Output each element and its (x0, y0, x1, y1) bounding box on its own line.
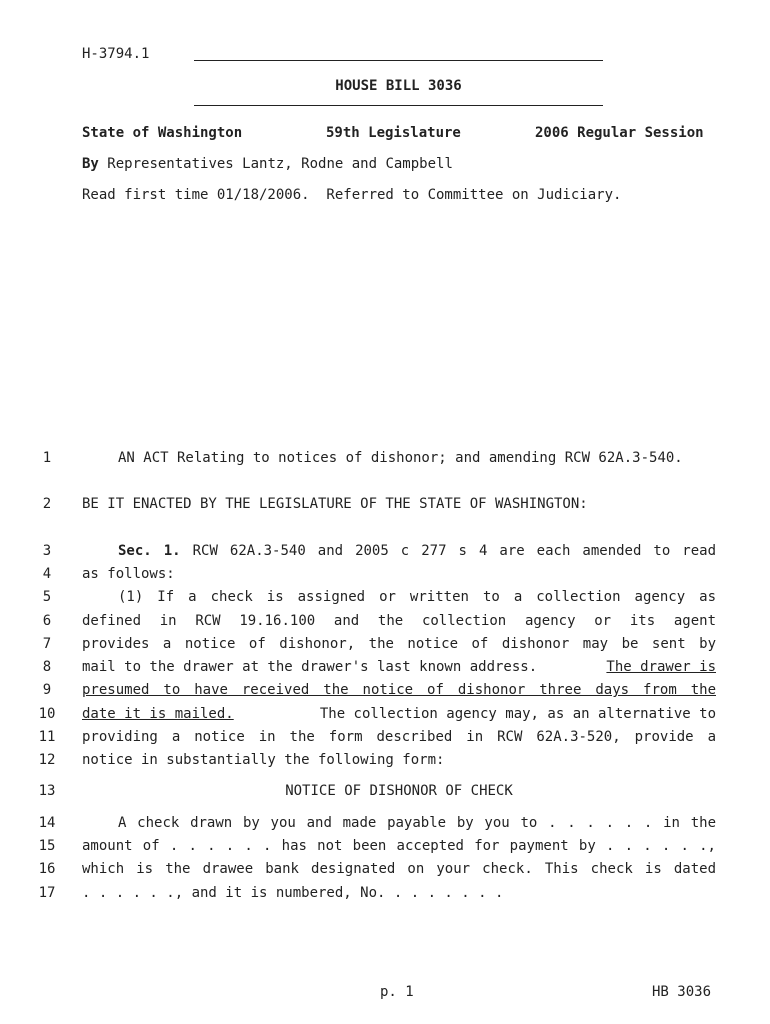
line-number: 7 (42, 636, 52, 652)
enacting-clause: BE IT ENACTED BY THE LEGISLATURE OF THE STATE OF WASHINGTON: (82, 496, 588, 512)
line-number: 3 (42, 543, 52, 559)
notice-heading: NOTICE OF DISHONOR OF CHECK (285, 783, 513, 799)
body-line: as follows: (82, 566, 175, 582)
line-number: 13 (38, 783, 56, 799)
header-rule-bottom (194, 105, 603, 106)
body-line: providing a notice in the form described in RCW 62A.3-520, provide a (82, 729, 716, 745)
line-number: 1 (42, 450, 52, 466)
session-label: 2006 Regular Session (535, 125, 704, 141)
line-number: 12 (38, 752, 56, 768)
page-number: p. 1 (380, 984, 414, 1000)
body-text: mail to the drawer at the drawer's last known address. (82, 659, 538, 675)
act-title-line: AN ACT Relating to notices of dishonor; and amending RCW 62A.3-540. (118, 450, 683, 466)
read-first-line: Read first time 01/18/2006. Referred to Committee on Judiciary. (82, 187, 622, 203)
body-line: provides a notice of dishonor, the notice of dishonor may be sent by (82, 636, 716, 652)
inserted-text: date it is mailed. (82, 706, 234, 722)
body-line: notice in substantially the following form: (82, 752, 445, 768)
body-line (82, 706, 716, 722)
line-number: 2 (42, 496, 52, 512)
line-number: 15 (38, 838, 56, 854)
section-label: Sec. 1. (118, 543, 181, 559)
inserted-text-line: presumed to have received the notice of dishonor three days from the (82, 682, 716, 698)
header-rule-top (194, 60, 603, 61)
body-text: The collection agency may, as an alternative to (319, 706, 716, 722)
body-line: defined in RCW 19.16.100 and the collection agency or its agent (82, 613, 716, 629)
line-number: 11 (38, 729, 56, 745)
line-number: 5 (42, 589, 52, 605)
line-number: 6 (42, 613, 52, 629)
body-line: amount of . . . . . . has not been accepted for payment by . . . . . ., (82, 838, 716, 854)
sponsors-line (82, 156, 453, 172)
inserted-text: The drawer is (606, 659, 716, 675)
line-number: 8 (42, 659, 52, 675)
line-number: 16 (38, 861, 56, 877)
body-line: (1) If a check is assigned or written to a collection agency as (118, 589, 716, 605)
body-line: which is the drawee bank designated on your check. This check is dated (82, 861, 716, 877)
sponsors: Representatives Lantz, Rodne and Campbell (107, 156, 453, 172)
line-number: 17 (38, 885, 56, 901)
document-id: H-3794.1 (82, 46, 150, 62)
line-number: 9 (42, 682, 52, 698)
bill-title: HOUSE BILL 3036 (335, 78, 462, 94)
line-number: 10 (38, 706, 56, 722)
section-heading-line (82, 543, 716, 559)
section-text: RCW 62A.3-540 and 2005 c 277 s 4 are each amended to read (192, 543, 716, 559)
body-line: . . . . . ., and it is numbered, No. . . . . . . . (82, 885, 504, 901)
body-line: A check drawn by you and made payable by you to . . . . . . in the (118, 815, 716, 831)
footer-bill-ref: HB 3036 (652, 984, 712, 1000)
by-label: By (82, 156, 99, 172)
legislature-label: 59th Legislature (326, 125, 461, 141)
state-label: State of Washington (82, 125, 243, 141)
body-line (82, 659, 716, 675)
line-number: 4 (42, 566, 52, 582)
line-number: 14 (38, 815, 56, 831)
